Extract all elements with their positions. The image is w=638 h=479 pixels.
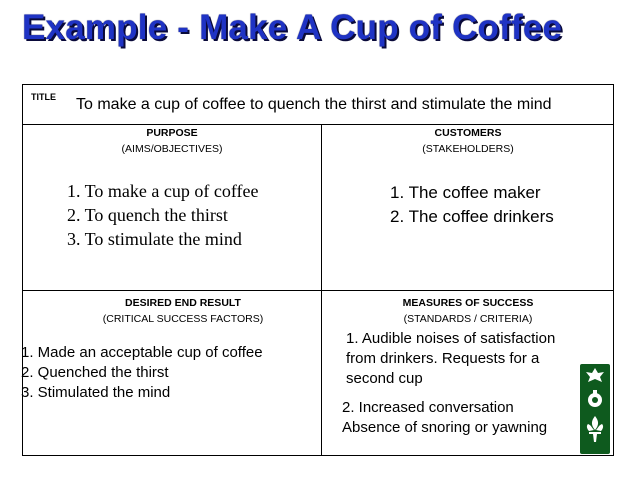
list-item: 2. The coffee drinkers: [390, 207, 554, 226]
list-item: 1. Made an acceptable cup of coffee: [21, 344, 263, 361]
customers-heading: CUSTOMERS: [434, 127, 502, 139]
customers-list: [390, 181, 554, 229]
desired-end-result-heading-block: [23, 295, 343, 327]
purpose-subheading: (AIMS/OBJECTIVES): [121, 143, 223, 155]
list-item: 3. To stimulate the mind: [67, 229, 242, 249]
purpose-heading: PURPOSE: [146, 127, 198, 139]
list-item: 1. Audible noises of satisfaction: [346, 330, 556, 347]
title-tag: TITLE: [31, 92, 56, 102]
page-title: Example - Make A Cup of Coffee: [22, 8, 563, 47]
list-item: Absence of snoring or yawning: [342, 419, 548, 436]
measures-of-success-list-a: [346, 329, 555, 389]
measures-of-success-heading: MEASURES OF SUCCESS: [402, 297, 534, 309]
planning-table: [22, 84, 614, 456]
list-item: 1. To make a cup of coffee: [67, 181, 259, 201]
list-item: 3. Stimulated the mind: [21, 384, 171, 401]
title-row: [23, 85, 613, 125]
row-divider: [23, 290, 613, 291]
desired-end-result-list: [21, 343, 263, 403]
list-item: second cup: [346, 370, 423, 387]
list-item: from drinkers. Requests for a: [346, 350, 540, 367]
desired-end-result-subheading: (CRITICAL SUCCESS FACTORS): [102, 313, 264, 325]
customers-subheading: (STAKEHOLDERS): [422, 143, 514, 155]
purpose-heading-block: [23, 125, 321, 157]
customers-heading-block: [322, 125, 614, 157]
purpose-list: [67, 179, 259, 251]
scout-emblem-icon: [580, 364, 610, 454]
measures-of-success-list-b: [342, 398, 547, 438]
list-item: 2. Increased conversation: [342, 399, 514, 416]
desired-end-result-heading: DESIRED END RESULT: [125, 297, 241, 309]
measures-of-success-heading-block: [322, 295, 614, 327]
title-text: To make a cup of coffee to quench the thirst and stimulate the mind: [76, 96, 552, 113]
list-item: 2. To quench the thirst: [67, 205, 228, 225]
measures-of-success-subheading: (STANDARDS / CRITERIA): [403, 313, 533, 325]
list-item: 2. Quenched the thirst: [21, 364, 169, 381]
list-item: 1. The coffee maker: [390, 183, 541, 202]
